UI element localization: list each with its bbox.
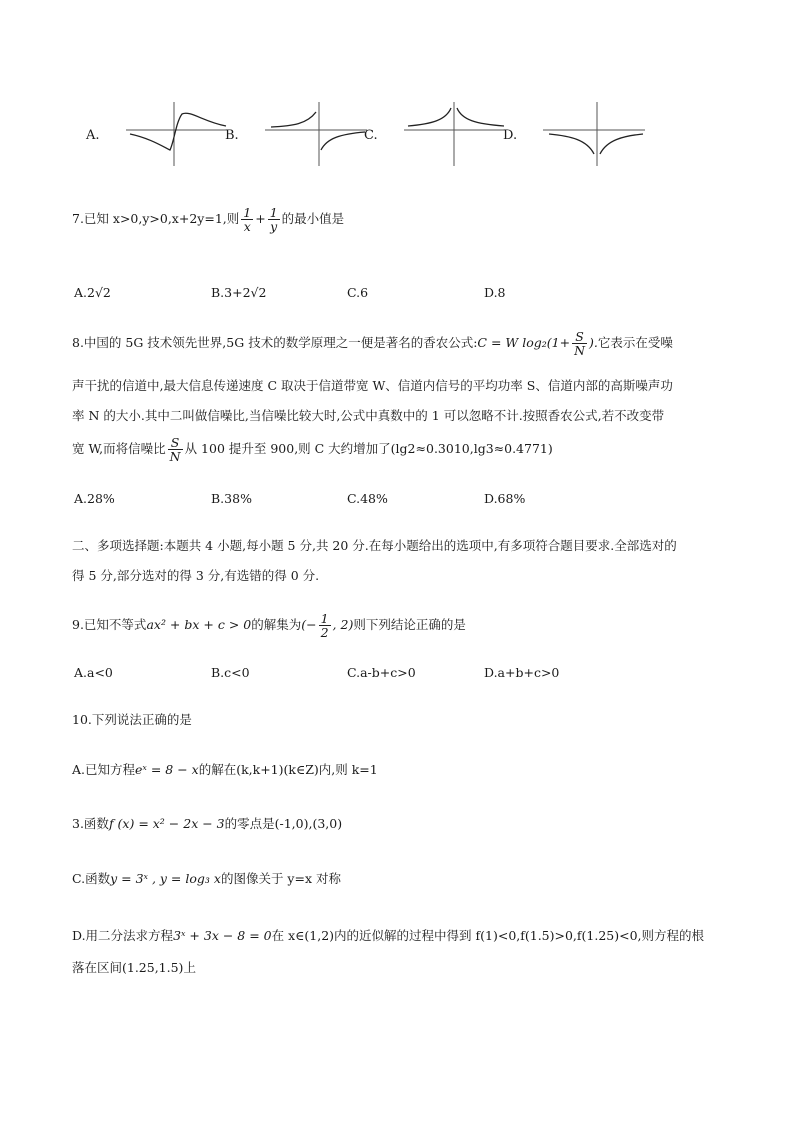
q10-c-text: C.函数	[72, 871, 111, 886]
q9-option-d: D.a+b+c>0	[484, 665, 560, 680]
question-9-stem	[72, 612, 466, 639]
question-7-text-end: 的最小值是	[281, 211, 345, 227]
q9-text: 9.已知不等式	[72, 617, 147, 633]
q9-option-a: A.a<0	[74, 665, 113, 680]
q10-b-text-end: 的零点是(-1,0),(3,0)	[224, 816, 343, 831]
graph-option-c-label: C.	[364, 128, 378, 143]
q10-b-equation: f (x) = x² − 2x − 3	[108, 816, 225, 831]
q8-text: 8.中国的 5G 技术领先世界,5G 技术的数学原理之一便是著名的香农公式:	[72, 335, 478, 351]
q10-b-text: 3.函数	[72, 816, 109, 831]
shannon-formula-end: ).	[589, 335, 598, 351]
question-8-line-3: 率 N 的大小.其中二叫做信噪比,当信噪比较大时,公式中真数中的 1 可以忽略不计.按照香农公式,若不改变带	[72, 408, 665, 423]
fraction-1-over-x: $\frac{1}{x}$	[243, 205, 252, 235]
q10-c-equation: y = 3ˣ , y = log₃ x	[110, 871, 221, 886]
shannon-formula: C = W log₂(1+	[477, 335, 571, 351]
q9-inequality: ax² + bx + c > 0	[146, 617, 252, 633]
q10-option-b	[72, 814, 342, 832]
q10-d-text: D.用二分法求方程	[72, 928, 174, 943]
question-7-text: 7.已知 x>0,y>0,x+2y=1,则	[72, 211, 240, 227]
fraction-1-over-2: $\frac{1}{2}$	[320, 611, 329, 641]
q7-option-c: C.6	[347, 285, 369, 300]
q7-option-a: A.2√2	[74, 285, 111, 300]
q9-option-c: C.a-b+c>0	[347, 665, 416, 680]
q8-option-c: C.48%	[347, 491, 388, 506]
q8-option-d: D.68%	[484, 491, 526, 506]
section-2-instructions: 得 5 分,部分选对的得 3 分,有选错的得 0 分.	[72, 568, 320, 583]
q8-line4-text: 宽 W,而将信噪比	[72, 441, 166, 457]
q10-a-equation: eˣ = 8 − x	[135, 762, 199, 777]
q10-option-d	[72, 926, 704, 944]
q8-text-end: 它表示在受噪	[597, 335, 673, 351]
graph-option-d-label: D.	[503, 128, 518, 143]
q10-c-text-end: 的图像关于 y=x 对称	[220, 871, 341, 886]
q9-text-mid: 的解集为	[251, 617, 302, 633]
question-8-line-4	[72, 436, 553, 463]
question-8-line-1	[72, 330, 673, 357]
q10-a-text-end: 的解在(k,k+1)(k∈Z)内,则 k=1	[198, 762, 378, 777]
q9-interval-start: (−	[301, 617, 317, 633]
q8-option-b: B.38%	[211, 491, 252, 506]
q10-option-d-line-2: 落在区间(1.25,1.5)上	[72, 960, 196, 975]
graph-option-a-label: A.	[86, 128, 100, 143]
question-7-stem: 7.已知 x>0,y>0,x+2y=1,则 $\frac{1}{x}$ + $\frac{1}{y}$ 的最小值是	[72, 205, 345, 235]
q10-option-c	[72, 869, 341, 887]
graph-option-b-label: B.	[225, 128, 239, 143]
q9-interval-end: , 2)	[332, 617, 354, 633]
q10-a-text: A.已知方程	[72, 762, 136, 777]
q10-d-equation: 3ˣ + 3x − 8 = 0	[173, 928, 272, 943]
q9-option-b: B.c<0	[211, 665, 250, 680]
q10-option-a	[72, 760, 378, 778]
section-2-heading: 二、多项选择题:本题共 4 小题,每小题 5 分,共 20 分.在每小题给出的选项中,有多项符合题目要求.全部选对的	[72, 538, 677, 553]
q7-option-d: D.8	[484, 285, 506, 300]
q9-text-end: 则下列结论正确的是	[353, 617, 466, 633]
q8-line4-text-end: 从 100 提升至 900,则 C 大约增加了(lg2≈0.3010,lg3≈0.4771)	[184, 441, 553, 457]
fraction-s-over-n-2: $\frac{S}{N}$	[169, 435, 181, 465]
q7-option-b: B.3+2√2	[211, 285, 267, 300]
fraction-s-over-n: $\frac{S}{N}$	[574, 329, 586, 359]
question-10-stem: 10.下列说法正确的是	[72, 712, 192, 727]
graph-option-d	[521, 98, 671, 168]
fraction-1-over-y: $\frac{1}{y}$	[269, 205, 278, 235]
q10-d-text-end: 在 x∈(1,2)内的近似解的过程中得到 f(1)<0,f(1.5)>0,f(1.25)<0,则方程的根	[271, 928, 705, 943]
question-8-line-2: 声干扰的信道中,最大信息传递速度 C 取决于信道带宽 W、信道内信号的平均功率 S、信道内部的高斯噪声功	[72, 378, 673, 393]
q8-option-a: A.28%	[74, 491, 115, 506]
